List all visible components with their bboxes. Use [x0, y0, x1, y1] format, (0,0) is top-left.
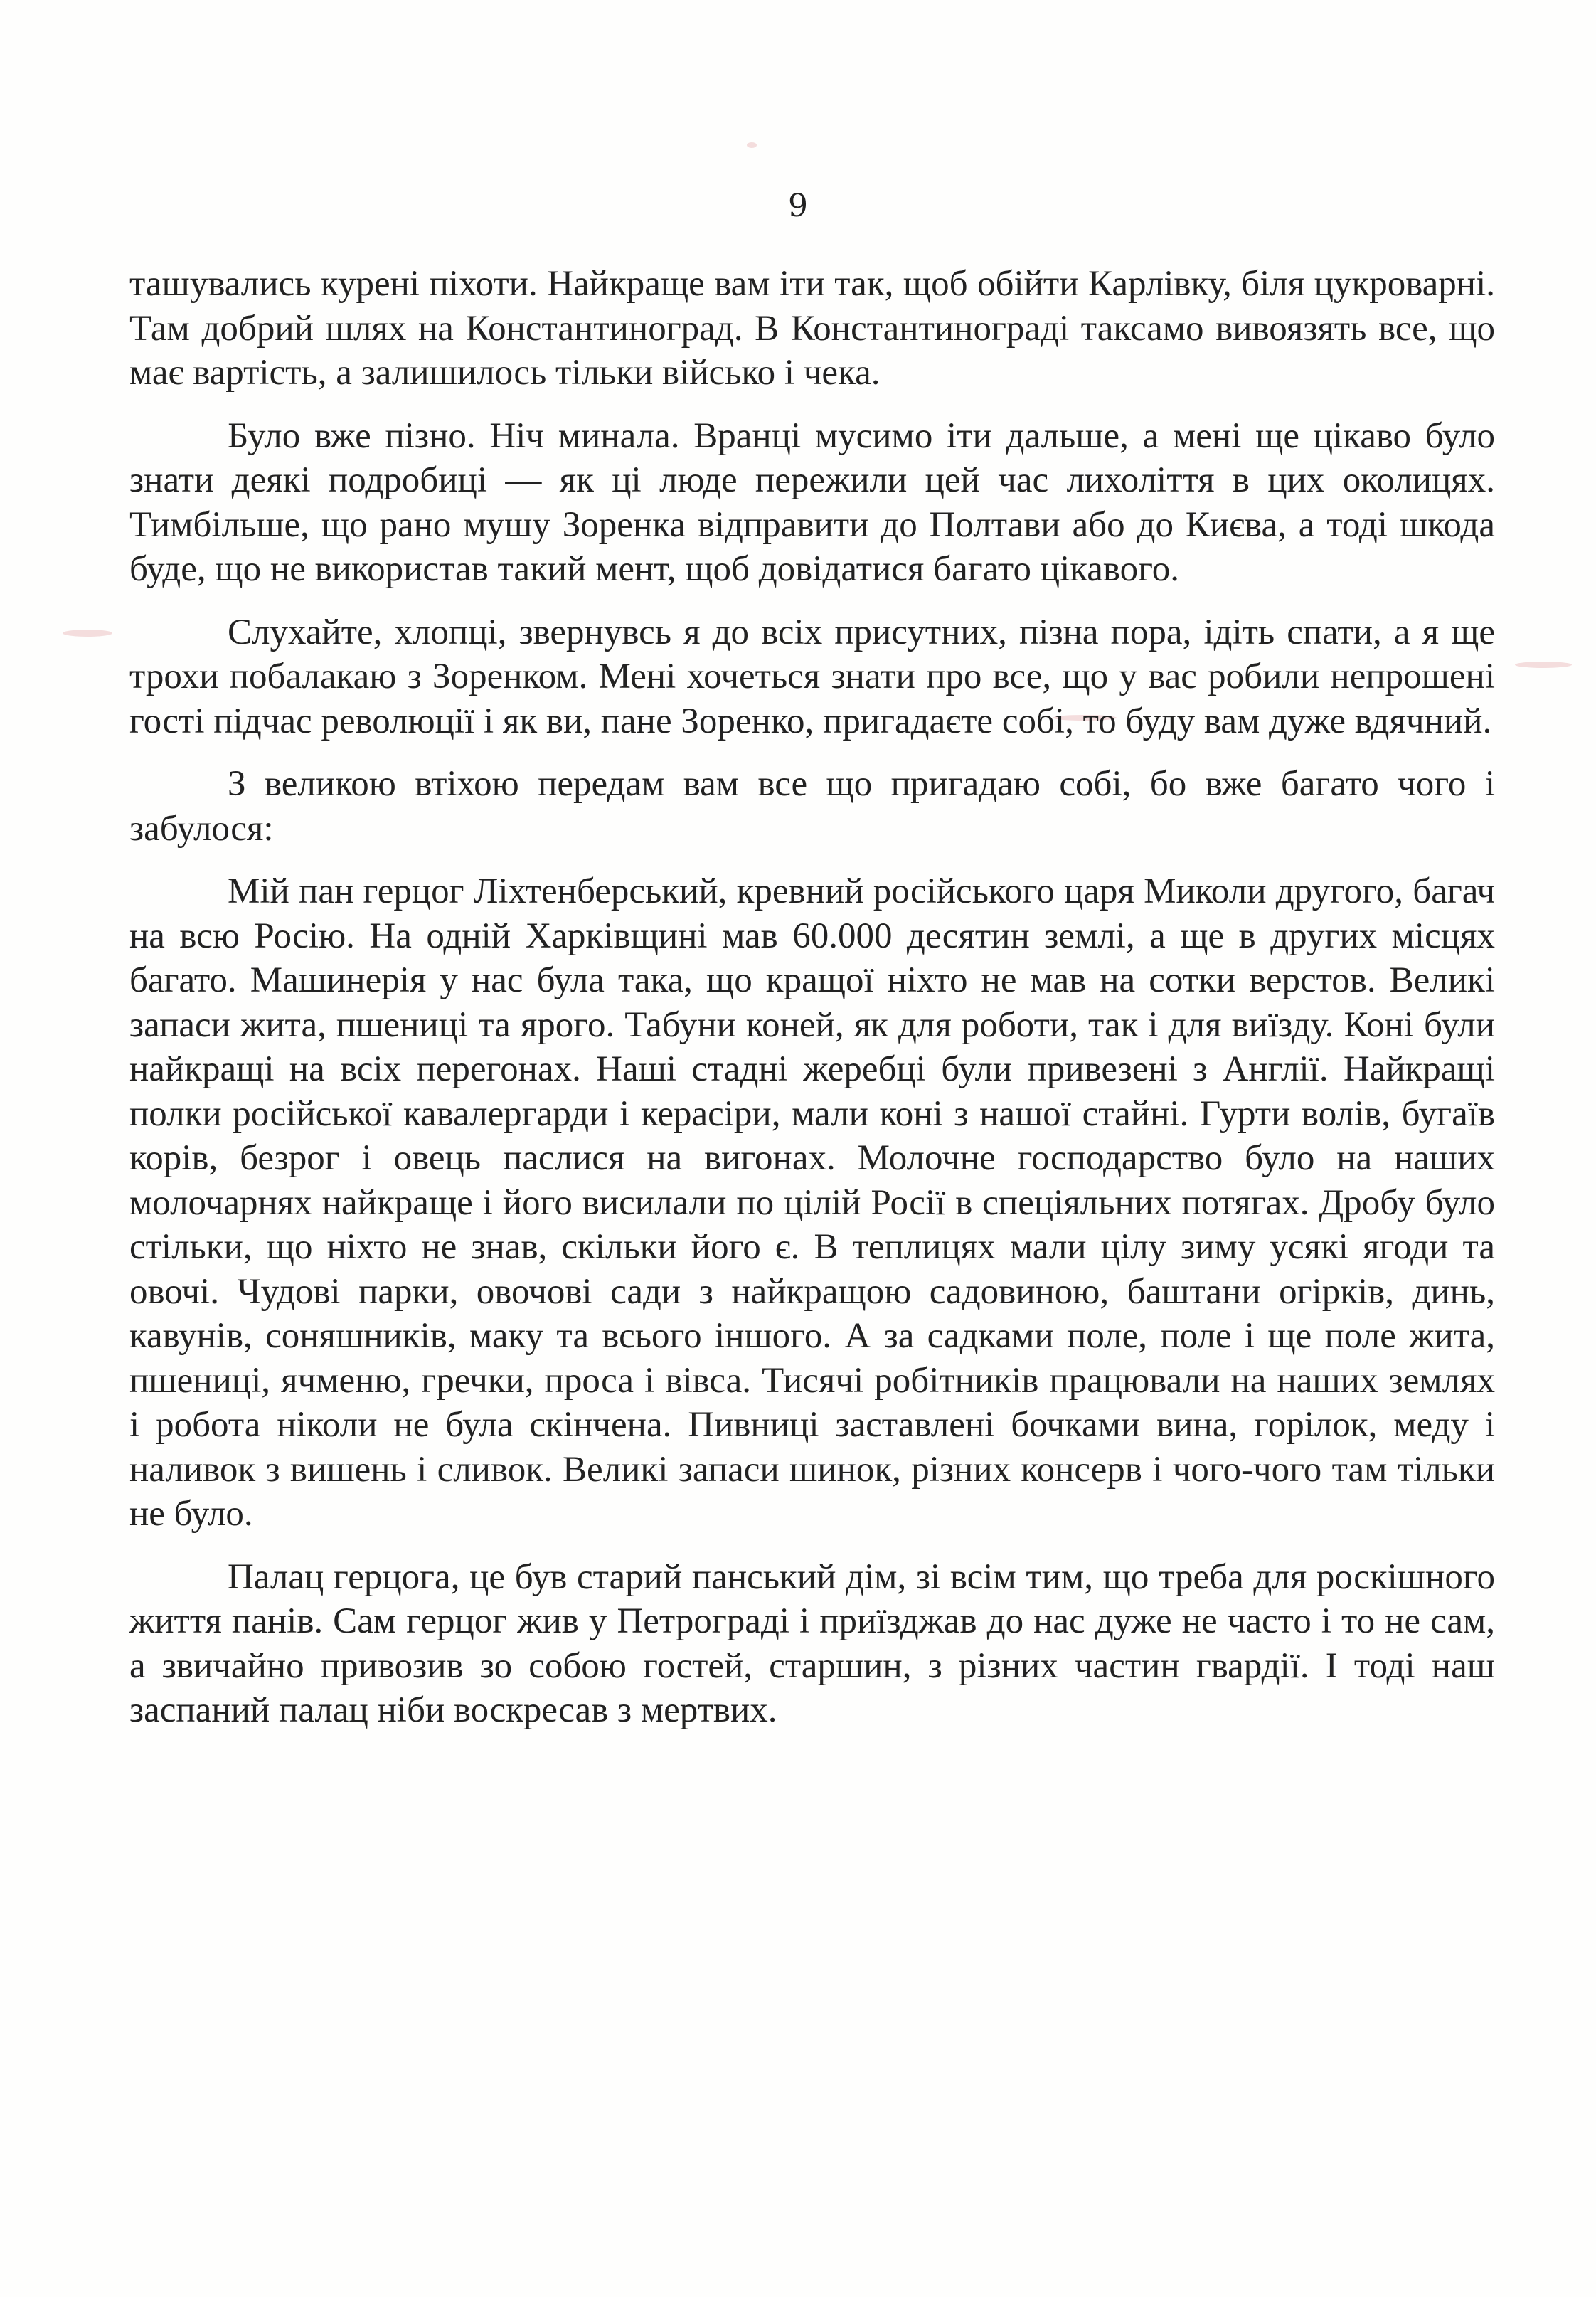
page-number: 9 [788, 188, 808, 224]
paragraph-3: Слухайте, хлопці, звернувсь я до всіх присутних, пізна пора, ідіть спати, а я ще трохи побалакаю з Зоренком. Мені хочеться знати про все, що у вас робили непрошені гості підчас революції і як ви, пане Зоренко, пригадаєте собі, то буду вам дуже вдячний. [129, 612, 1495, 741]
paragraph-1: ташувались курені піхоти. Найкраще вам іти так, щоб обійти Карлівку, біля цукроварні. Там добрий шлях на Константиноград. В Константиноградi таксамо вивоязять все, що має вартість, а залишилось тільки військо і чека. [129, 264, 1495, 393]
ink-smudge [1515, 662, 1572, 668]
ink-smudge [63, 630, 112, 637]
paragraph-4: З великою втіхою передам вам все що пригадаю собі, бо вже багато чого і забулося: [129, 764, 1495, 849]
paragraph-2: Було вже пізно. Ніч минала. Вранці мусимо іти дальше, а мені ще цікаво було знати деякі подробиці — як ці люде пережили цей час лихоліття в цих околицях. Тимбільше, що рано мушу Зоренка відправити до Полтави або до Києва, а тоді шкода буде, що не використав такий мент, щоб довідатися багато цікавого. [129, 415, 1495, 589]
ink-smudge [747, 142, 757, 148]
text-body [129, 262, 1495, 1751]
paragraph-6: Палац герцога, це був старий панський дім, зі всім тим, що треба для роскішного життя панів. Сам герцог жив у Петрограді і приїзджав до нас дуже не часто і то не сам, а звичайно привозив зо собою гостей, старшин, з різних частин гвардії. І тоді наш заспаний палац ніби воскресав з мертвих. [129, 1556, 1495, 1730]
paragraph-5: Мій пан герцог Ліхтенберський, кревний російського царя Миколи другого, багач на всю Росію. На одній Харківщині мав 60.000 десятин землі, а ще в других місцях багато. Машинерія у нас була така, що кращої ніхто не мав на сотки верстов. Великі запаси жита, пшениці та ярого. Табуни коней, як для роботи, так і для виїзду. Коні були найкращі на всіх перегонах. Наші стадні жеребці були привезені з Англії. Найкращі полки російської кавалергарди і керасіри, мали коні з нашої стайні. Гурти волів, бугаїв корів, безрог і овець паслися на вигонах. Молочне господарство було на наших молочарнях найкраще і його висилали по цілій Росії в спеціяльних потягах. Дробу було стільки, що ніхто не знав, скільки його є. В теплицях мали цілу зиму усякі ягоди та овочі. Чудові парки, овочові сади з найкращою садовиною, баштани огірків, динь, кавунів, соняшників, маку та всього іншого. А за садками поле, поле і ще поле жита, пшениці, ячменю, гречки, проса і вівса. Тисячі робітників працювали на наших землях і робота ніколи не була скінчена. Пивниці заставлені бочками вина, горілок, меду і наливок з вишень і сливок. Великі запаси шинок, різних консерв і чого-чого там тільки не було. [129, 871, 1495, 1534]
